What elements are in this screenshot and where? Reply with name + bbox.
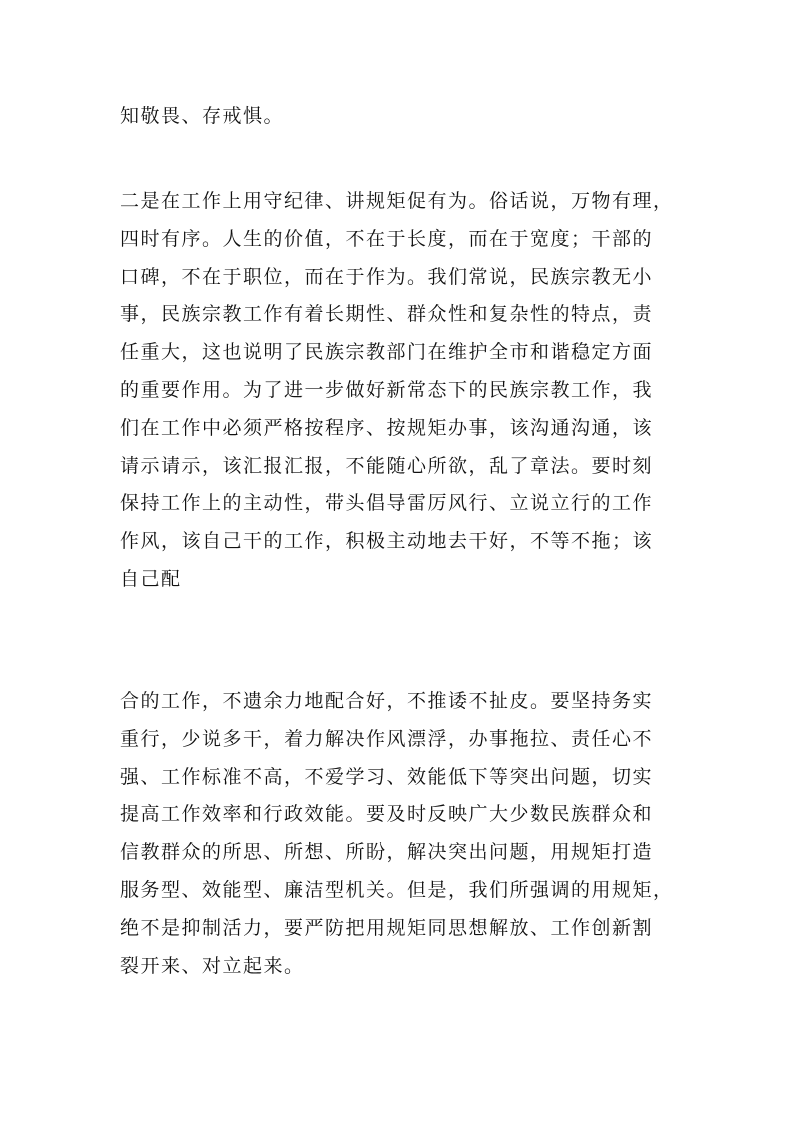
text-line: 请示请示，该汇报汇报，不能随心所欲，乱了章法。要时刻 bbox=[120, 454, 654, 477]
text-line: 们在工作中必须严格按程序、按规矩办事，该沟通沟通，该 bbox=[120, 416, 654, 439]
text-line: 自己配 bbox=[120, 567, 182, 590]
text-line: 口碑，不在于职位，而在于作为。我们常说，民族宗教无小 bbox=[120, 265, 654, 288]
text-line: 知敬畏、存戒惧。 bbox=[120, 105, 285, 127]
text-line: 事，民族宗教工作有着长期性、群众性和复杂性的特点，责 bbox=[120, 303, 654, 326]
text-line: 保持工作上的主动性，带头倡导雷厉风行、立说立行的工作 bbox=[120, 492, 654, 515]
text-line: 提高工作效率和行政效能。要及时反映广大少数民族群众和 bbox=[120, 803, 654, 826]
paragraph-3 bbox=[120, 683, 676, 985]
text-line: 四时有序。人生的价值，不在于长度，而在于宽度；干部的 bbox=[120, 227, 654, 250]
paragraph-2 bbox=[120, 183, 676, 599]
text-line: 信教群众的所思、所想、所盼，解决突出问题，用规矩打造 bbox=[120, 841, 654, 864]
text-line: 二是在工作上用守纪律、讲规矩促有为。俗话说，万物有理， bbox=[120, 190, 674, 212]
text-line: 的重要作用。为了进一步做好新常态下的民族宗教工作，我 bbox=[120, 378, 654, 401]
text-line: 任重大，这也说明了民族宗教部门在维护全市和谐稳定方面 bbox=[120, 341, 654, 364]
text-line: 强、工作标准不高，不爱学习、效能低下等突出问题，切实 bbox=[120, 765, 654, 788]
text-line: 合的工作，不遗余力地配合好，不推诿不扯皮。要坚持务实 bbox=[120, 690, 654, 712]
text-line: 服务型、效能型、廉洁型机关。但是，我们所强调的用规矩， bbox=[120, 878, 674, 901]
paragraph-1 bbox=[120, 98, 676, 136]
text-line: 重行，少说多干，着力解决作风漂浮，办事拖拉、责任心不 bbox=[120, 727, 654, 750]
text-line: 绝不是抑制活力，要严防把用规矩同思想解放、工作创新割 bbox=[120, 916, 654, 939]
text-line: 裂开来、对立起来。 bbox=[120, 954, 305, 977]
text-line: 作风，该自己干的工作，积极主动地去干好，不等不拖；该 bbox=[120, 530, 654, 553]
